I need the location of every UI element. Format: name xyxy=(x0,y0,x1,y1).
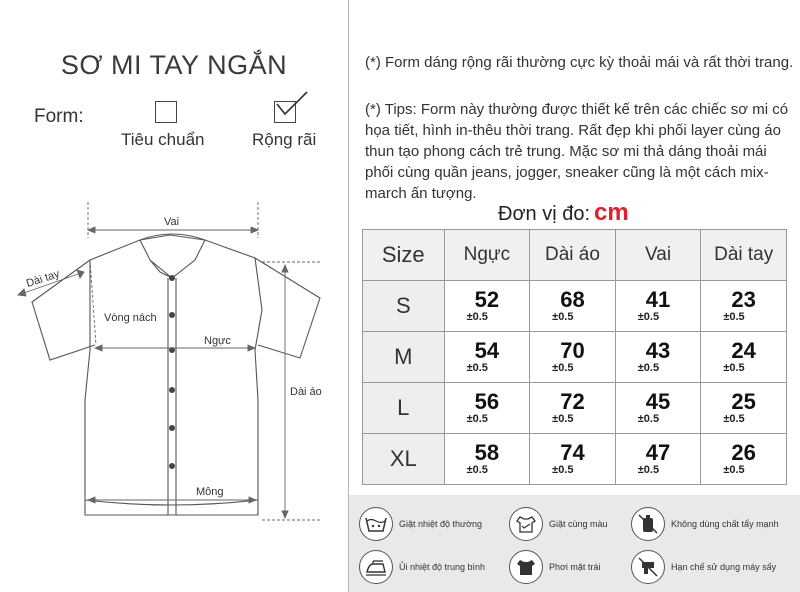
note-tips: (*) Tips: Form này thường được thiết kế trên các chiếc sơ mi có họa tiết, hình in-thêu thời trang. Rất đẹp khi phối layer cùng áo thun tạo phong cách trẻ trung. Mặc sơ mi thả dáng thoải mái phối cùng quần jeans, jogger, sneaker cũng là một cách mix-march ấn tượng. xyxy=(365,101,789,202)
care-item-iron xyxy=(359,550,485,584)
value-cell: 26 ±0.5 xyxy=(701,434,787,485)
care-label: Giặt nhiệt độ thường xyxy=(399,519,482,529)
value-cell: 68 ±0.5 xyxy=(530,281,616,332)
care-label: Phơi mặt trái xyxy=(549,562,601,572)
checkbox-standard[interactable] xyxy=(155,101,177,123)
size-cell: S xyxy=(363,281,445,332)
header-dai-ao: Dài áo xyxy=(530,230,616,281)
table-row xyxy=(363,332,787,383)
label-dai-ao: Dài áo xyxy=(290,386,322,398)
value-cell: 74 ±0.5 xyxy=(530,434,616,485)
care-item-dry-inside-out xyxy=(509,550,600,584)
header-nguc: Ngực xyxy=(444,230,530,281)
unit-line xyxy=(498,199,629,227)
option-loose-label: Rộng rãi xyxy=(252,130,317,149)
unit-value: cm xyxy=(594,199,629,226)
value-cell: 56 ±0.5 xyxy=(444,383,530,434)
value-cell: 54 ±0.5 xyxy=(444,332,530,383)
care-label: Không dùng chất tẩy mạnh xyxy=(671,519,779,529)
wash-normal-icon xyxy=(359,507,393,541)
value-cell: 24 ±0.5 xyxy=(701,332,787,383)
label-nguc: Ngực xyxy=(204,335,231,347)
iron-medium-icon xyxy=(359,550,393,584)
value-cell: 23 ±0.5 xyxy=(701,281,787,332)
care-instructions xyxy=(349,495,800,592)
value-cell: 41 ±0.5 xyxy=(615,281,701,332)
value-cell: 45 ±0.5 xyxy=(615,383,701,434)
care-item-no-dryer xyxy=(631,550,776,584)
care-label: Giặt cùng màu xyxy=(549,519,608,529)
dry-inside-out-icon xyxy=(509,550,543,584)
shirt-diagram xyxy=(0,190,348,535)
label-vai: Vai xyxy=(164,216,180,228)
value-cell: 52 ±0.5 xyxy=(444,281,530,332)
right-panel xyxy=(349,0,800,592)
value-cell: 43 ±0.5 xyxy=(615,332,701,383)
checkbox-loose[interactable] xyxy=(274,101,296,123)
unit-label: Đơn vị đo: xyxy=(498,203,591,225)
header-size: Size xyxy=(363,230,445,281)
care-item-no-bleach xyxy=(631,507,779,541)
value-cell: 47 ±0.5 xyxy=(615,434,701,485)
option-standard-label: Tiêu chuẩn xyxy=(121,130,205,149)
table-row xyxy=(363,434,787,485)
no-bleach-icon xyxy=(631,507,665,541)
wash-color-icon xyxy=(509,507,543,541)
note-form: (*) Form dáng rộng rãi thường cực kỳ thoải mái và rất thời trang. xyxy=(365,54,794,71)
size-table xyxy=(362,229,787,485)
label-vong-nach: Vòng nách xyxy=(104,312,157,324)
table-header-row xyxy=(363,230,787,281)
size-cell: M xyxy=(363,332,445,383)
value-cell: 70 ±0.5 xyxy=(530,332,616,383)
care-item-wash-normal xyxy=(359,507,482,541)
label-mong: Mông xyxy=(196,486,224,498)
checkmark-icon xyxy=(273,90,313,120)
header-vai: Vai xyxy=(615,230,701,281)
care-label: Hạn chế sử dụng máy sấy xyxy=(671,562,777,572)
care-item-wash-color xyxy=(509,507,608,541)
left-panel xyxy=(0,0,348,592)
page-title: SƠ MI TAY NGẮN xyxy=(60,50,288,80)
label-dai-tay: Dài tay xyxy=(24,268,62,291)
form-label: Form: xyxy=(34,106,84,127)
value-cell: 25 ±0.5 xyxy=(701,383,787,434)
header-dai-tay: Dài tay xyxy=(701,230,787,281)
table-row xyxy=(363,281,787,332)
size-cell: L xyxy=(363,383,445,434)
value-cell: 72 ±0.5 xyxy=(530,383,616,434)
value-cell: 58 ±0.5 xyxy=(444,434,530,485)
no-dryer-icon xyxy=(631,550,665,584)
size-cell: XL xyxy=(363,434,445,485)
table-row xyxy=(363,383,787,434)
care-label: Ủi nhiệt độ trung bình xyxy=(399,562,486,572)
